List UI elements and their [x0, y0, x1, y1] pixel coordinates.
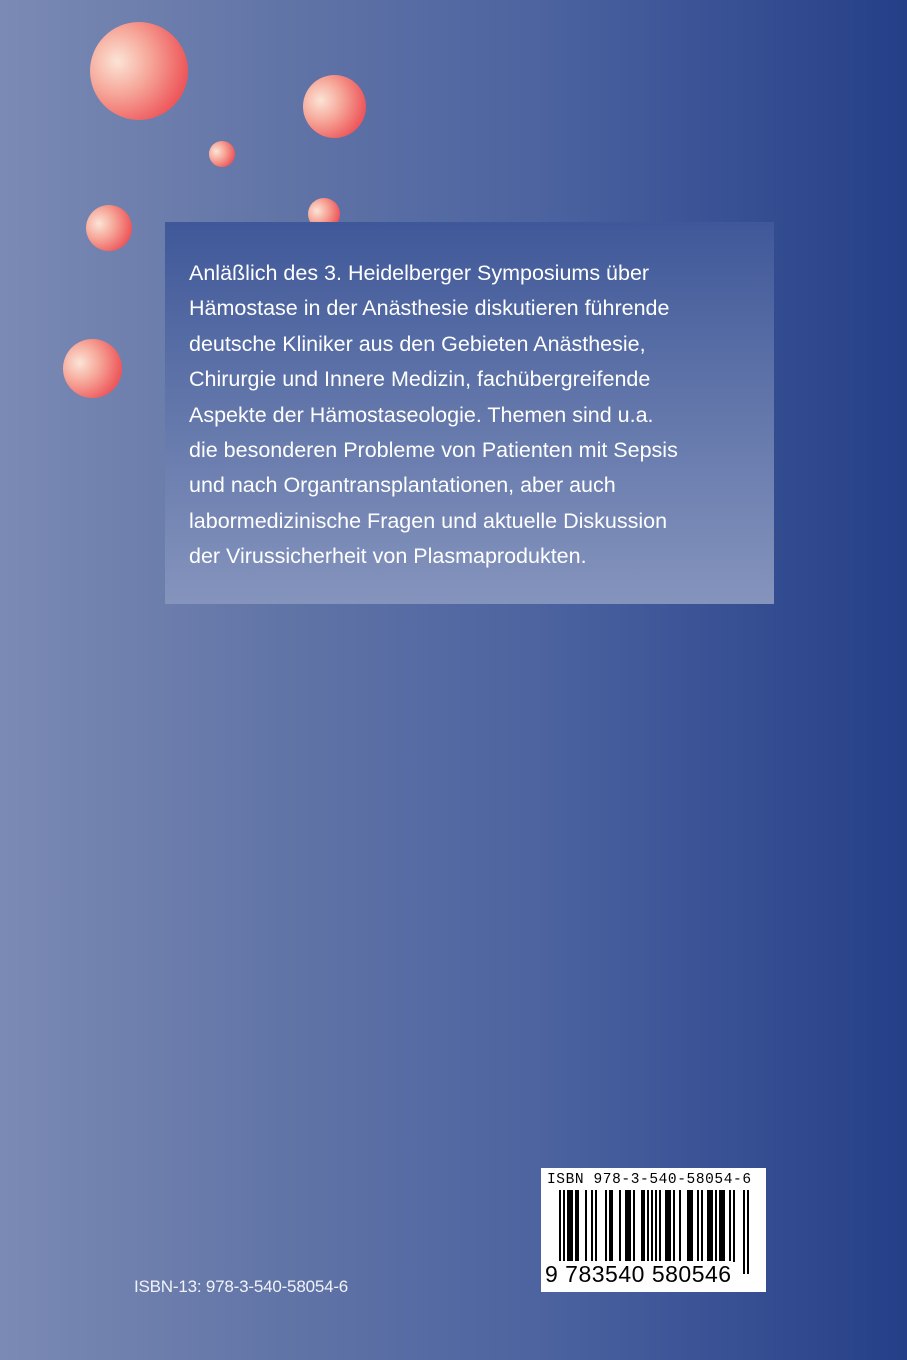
- barcode-bar: [647, 1190, 649, 1262]
- barcode-bar: [569, 1190, 571, 1262]
- barcode-bar: [659, 1190, 661, 1262]
- description-line: Anläßlich des 3. Heidelberger Symposiums über: [189, 261, 650, 285]
- description-line: labormedizinische Fragen und aktuelle Diskussion: [189, 508, 668, 533]
- isbn-13-label: ISBN-13: 978-3-540-58054-6: [134, 1277, 349, 1296]
- barcode-bar: [669, 1190, 671, 1262]
- barcode-bar: [689, 1190, 691, 1262]
- barcode-bar: [619, 1190, 621, 1262]
- barcode-bar: [701, 1190, 703, 1262]
- barcode-bar: [715, 1190, 717, 1262]
- barcode-bar: [665, 1190, 667, 1262]
- decorative-red-sphere: [209, 141, 235, 167]
- decorative-red-sphere: [303, 75, 366, 138]
- barcode-bar: [679, 1190, 681, 1262]
- barcode-isbn-text: ISBN 978-3-540-58054-6: [547, 1172, 752, 1188]
- barcode-label: [541, 1168, 766, 1292]
- barcode-bar: [611, 1190, 613, 1262]
- description-line: deutsche Kliniker aus den Gebieten Anästhesie,: [189, 331, 646, 356]
- description-line: der Virussicherheit von Plasmaprodukten.: [189, 544, 587, 569]
- description-text-box: [165, 222, 774, 604]
- description-line: Aspekte der Hämostaseologie. Themen sind u.a.: [189, 402, 654, 427]
- barcode-bar: [707, 1190, 709, 1262]
- description-line: Chirurgie und Innere Medizin, fachübergreifende: [189, 367, 651, 392]
- barcode-bar: [729, 1190, 731, 1262]
- barcode-digits-text: 9 783540 580546: [545, 1261, 732, 1287]
- barcode-bar: [723, 1190, 725, 1262]
- barcode-bar: [743, 1190, 745, 1274]
- description-line: die besonderen Probleme von Patienten mit Sepsis: [189, 438, 678, 463]
- decorative-red-sphere: [90, 22, 188, 120]
- barcode-bar: [641, 1190, 643, 1262]
- barcode-bar: [571, 1190, 573, 1262]
- barcode-bar: [711, 1190, 713, 1262]
- barcode-bar: [687, 1190, 689, 1262]
- barcode-bar: [591, 1190, 593, 1262]
- description-line: und nach Organtransplantationen, aber auch: [189, 473, 616, 498]
- barcode-bar: [673, 1190, 675, 1262]
- barcode-bar: [633, 1190, 635, 1262]
- barcode-bar: [575, 1190, 577, 1262]
- barcode-bar: [625, 1190, 627, 1262]
- barcode-bar: [709, 1190, 711, 1262]
- barcode-bar: [747, 1190, 749, 1274]
- barcode-bar: [609, 1190, 611, 1262]
- decorative-red-sphere: [86, 205, 132, 251]
- description-line: Hämostase in der Anästhesie diskutieren führende: [189, 296, 670, 321]
- barcode-bar: [643, 1190, 645, 1262]
- barcode-bar: [585, 1190, 587, 1262]
- barcode-bar: [627, 1190, 629, 1262]
- barcode-bar: [577, 1190, 579, 1262]
- barcode-bar: [667, 1190, 669, 1262]
- decorative-red-sphere: [63, 339, 122, 398]
- barcode-bar: [721, 1190, 723, 1262]
- barcode-bar: [697, 1190, 699, 1262]
- barcode-bar: [595, 1190, 597, 1262]
- barcode-bar: [691, 1190, 693, 1262]
- barcode-bar: [719, 1190, 721, 1262]
- barcode-bar: [567, 1190, 569, 1262]
- barcode-bar: [733, 1190, 735, 1262]
- barcode-bar: [605, 1190, 607, 1262]
- barcode-bar: [629, 1190, 631, 1262]
